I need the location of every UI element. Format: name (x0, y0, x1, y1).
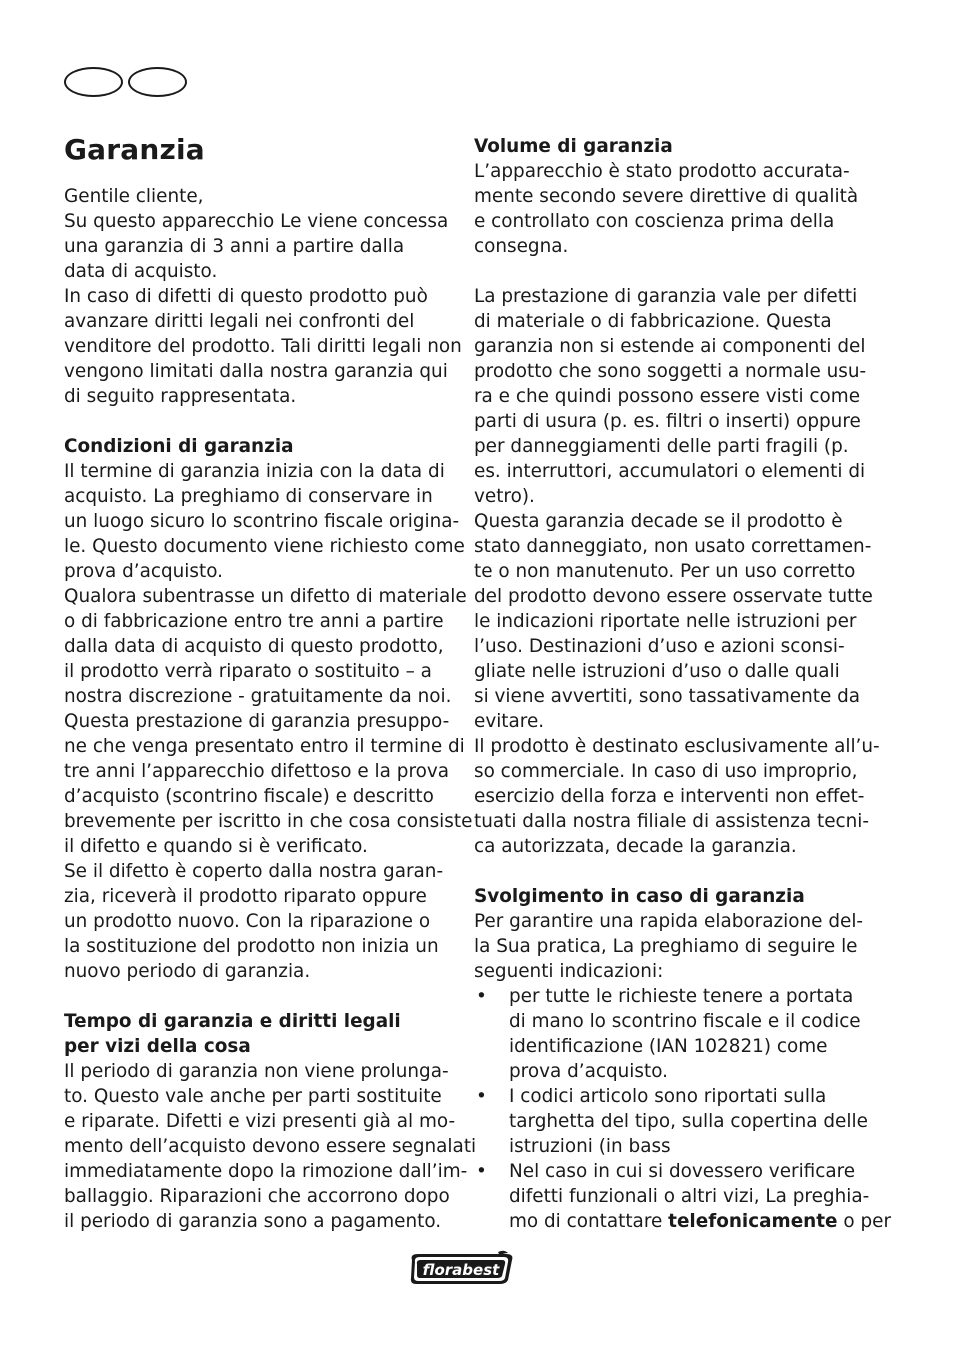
text-line: prodotto che sono soggetti a normale usu- (474, 361, 867, 382)
text-line: d’acquisto (scontrino fiscale) e descritto (64, 786, 434, 807)
text-line: un prodotto nuovo. Con la riparazione o (64, 911, 431, 932)
text-line: si viene avvertiti, sono tassativamente da (474, 686, 861, 707)
procedure-heading: Svolgimento in caso di garanzia (474, 886, 805, 907)
text-line: la Sua pratica, La preghiamo di seguire le (474, 936, 858, 957)
text-line: L’apparecchio è stato prodotto accurata- (474, 161, 850, 182)
text-line: Per garantire una rapida elaborazione del- (474, 911, 864, 932)
time-heading (64, 1009, 456, 1059)
text-line: Questa prestazione di garanzia presuppo- (64, 711, 450, 732)
text-line: seguenti indicazioni: (474, 961, 664, 982)
text-line: avanzare diritti legali nei confronti del (64, 311, 415, 332)
bullet-item (474, 1159, 892, 1234)
text-line: ne che venga presentato entro il termine di (64, 736, 465, 757)
text-line: consegna. (474, 236, 569, 257)
text-line: tre anni l’apparecchio difettoso e la prova (64, 761, 450, 782)
right-column (474, 134, 892, 1234)
last-line-after: o per (837, 1211, 892, 1232)
text-line: prova d’acquisto. (64, 561, 223, 582)
performance-paragraph (474, 284, 880, 859)
text-line: vetro). (474, 486, 535, 507)
intro-paragraph (64, 184, 462, 409)
text-line: parti di usura (p. es. filtri o inserti) oppure (474, 411, 861, 432)
text-line: data di acquisto. (64, 261, 218, 282)
language-oval-2 (128, 67, 187, 97)
procedure-bullets (474, 984, 892, 1234)
text-line: vengono limitati dalla nostra garanzia qui (64, 361, 448, 382)
text-line: acquisto. La preghiamo di conservare in (64, 486, 433, 507)
logo-text: florabest (422, 1261, 500, 1279)
bullet-line: Nel caso in cui si dovessero verificare (509, 1161, 856, 1182)
text-line: le indicazioni riportate nelle istruzioni per (474, 611, 857, 632)
time-paragraph (64, 1059, 477, 1234)
bullet-line: per tutte le richieste tenere a portata (509, 986, 854, 1007)
bullet-line: prova d’acquisto. (509, 1061, 668, 1082)
text-line: gliate nelle istruzioni d’uso o dalle quali (474, 661, 840, 682)
text-line: o di fabbricazione entro tre anni a partire (64, 611, 444, 632)
text-line: es. interruttori, accumulatori o elementi di (474, 461, 866, 482)
left-column (64, 133, 477, 1234)
bullet-line: identificazione (IAN 102821) come (509, 1036, 828, 1057)
volume-heading: Volume di garanzia (474, 136, 673, 157)
procedure-paragraph (474, 909, 866, 984)
text-line: di seguito rappresentata. (64, 386, 297, 407)
text-line: venditore del prodotto. Tali diritti legali non (64, 336, 462, 357)
bullet-line: I codici articolo sono riportati sulla (509, 1086, 827, 1107)
bullet-dot: • (476, 986, 487, 1007)
text-line: Su questo apparecchio Le viene concessa (64, 211, 449, 232)
text-line: nostra discrezione - gratuitamente da noi. (64, 686, 452, 707)
text-line: evitare. (474, 711, 545, 732)
text-line: esercizio della forza e interventi non effet- (474, 786, 865, 807)
text-line: il difetto e quando si è verificato. (64, 836, 368, 857)
bullet-item (474, 984, 866, 1084)
text-line: tuati dalla nostra filiale di assistenza tecni- (474, 811, 870, 832)
text-line: il periodo di garanzia sono a pagamento. (64, 1211, 442, 1232)
bullet-dot: • (476, 1161, 487, 1182)
last-line-before: mo di contattare (509, 1211, 669, 1232)
text-line: te o non manutenuto. Per un uso corretto (474, 561, 856, 582)
conditions-heading: Condizioni di garanzia (64, 436, 294, 457)
bullet-last-line (509, 1209, 892, 1234)
text-line: Se il difetto è coperto dalla nostra garan- (64, 861, 444, 882)
text-line: Qualora subentrasse un difetto di materiale (64, 586, 467, 607)
text-line: la sostituzione del prodotto non inizia un (64, 936, 439, 957)
last-line-bold: telefonicamente (668, 1211, 838, 1232)
volume-paragraph (474, 159, 866, 259)
text-line: mente secondo severe direttive di qualità (474, 186, 859, 207)
text-line: per vizi della cosa (64, 1036, 251, 1057)
text-line: nuovo periodo di garanzia. (64, 961, 311, 982)
text-line: Il periodo di garanzia non viene prolunga- (64, 1061, 449, 1082)
text-line: Il termine di garanzia inizia con la data di (64, 461, 445, 482)
text-line: del prodotto devono essere osservate tutte (474, 586, 873, 607)
text-line: ra e che quindi possono essere visti come (474, 386, 861, 407)
text-line: In caso di difetti di questo prodotto può (64, 286, 428, 307)
florabest-logo (406, 1250, 516, 1286)
text-line: una garanzia di 3 anni a partire dalla (64, 236, 405, 257)
text-line: to. Questo vale anche per parti sostituite (64, 1086, 442, 1107)
text-line: zia, riceverà il prodotto riparato oppure (64, 886, 427, 907)
language-oval-1 (64, 67, 123, 97)
text-line: mento dell’acquisto devono essere segnalati (64, 1136, 477, 1157)
text-line: La prestazione di garanzia vale per difetti (474, 286, 858, 307)
bullet-line: difetti funzionali o altri vizi, La preghia- (509, 1186, 870, 1207)
text-line: il prodotto verrà riparato o sostituito – a (64, 661, 432, 682)
conditions-paragraph (64, 459, 473, 984)
text-line: garanzia non si estende ai componenti del (474, 336, 866, 357)
text-line: e riparate. Difetti e vizi presenti già al mo- (64, 1111, 456, 1132)
text-line: per danneggiamenti delle parti fragili (p. (474, 436, 849, 457)
text-line: e controllato con coscienza prima della (474, 211, 835, 232)
page-title: Garanzia (64, 133, 205, 166)
text-line: un luogo sicuro lo scontrino fiscale origina- (64, 511, 460, 532)
text-line: Questa garanzia decade se il prodotto è (474, 511, 843, 532)
text-line: Gentile cliente, (64, 186, 204, 207)
text-line: stato danneggiato, non usato correttamen- (474, 536, 872, 557)
bullet-item (474, 1084, 866, 1159)
text-line: brevemente per iscritto in che cosa consiste (64, 811, 473, 832)
text-line: ca autorizzata, decade la garanzia. (474, 836, 797, 857)
text-line: Tempo di garanzia e diritti legali (64, 1011, 401, 1032)
text-line: ballaggio. Riparazioni che accorrono dopo (64, 1186, 450, 1207)
bullet-dot: • (476, 1086, 487, 1107)
text-line: l’uso. Destinazioni d’uso e azioni sconsi- (474, 636, 845, 657)
text-line: Il prodotto è destinato esclusivamente all’u- (474, 736, 880, 757)
text-line: immediatamente dopo la rimozione dall’im- (64, 1161, 468, 1182)
bullet-line: targhetta del tipo, sulla copertina delle (509, 1111, 868, 1132)
text-line: le. Questo documento viene richiesto come (64, 536, 465, 557)
text-line: di materiale o di fabbricazione. Questa (474, 311, 832, 332)
text-line: so commerciale. In caso di uso improprio, (474, 761, 858, 782)
text-line: dalla data di acquisto di questo prodotto, (64, 636, 444, 657)
bullet-line: istruzioni (in bass (509, 1136, 671, 1157)
bullet-line: di mano lo scontrino fiscale e il codice (509, 1011, 861, 1032)
